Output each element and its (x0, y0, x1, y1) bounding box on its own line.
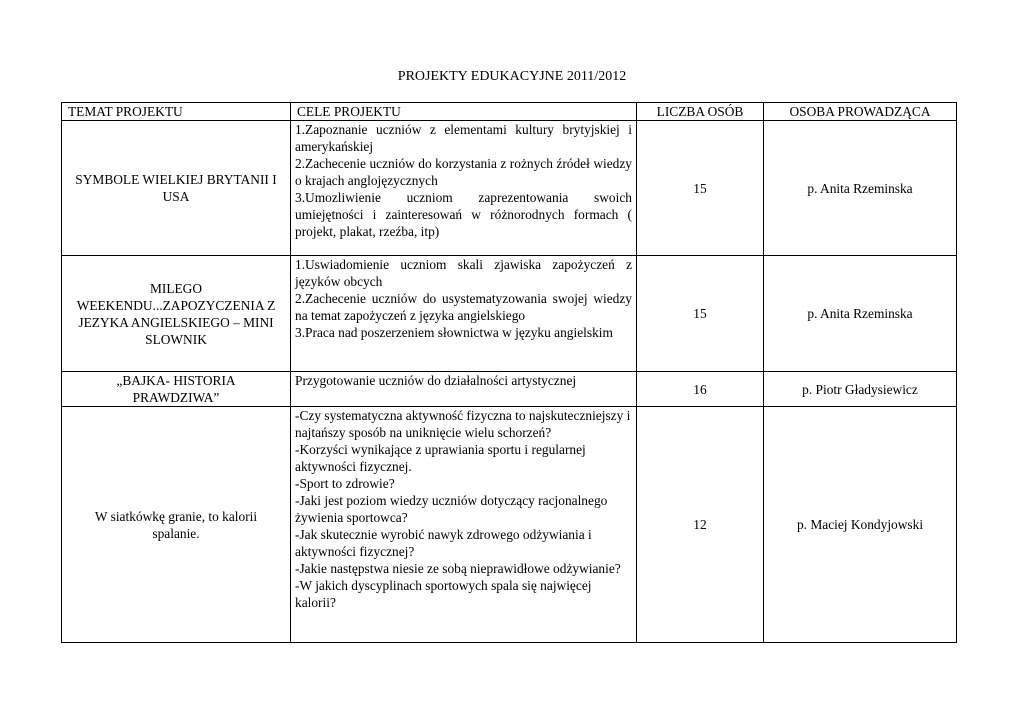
table-row (62, 121, 957, 256)
project-goals (291, 372, 637, 407)
project-goals (291, 121, 637, 256)
project-topic: MILEGO WEEKENDU...ZAPOZYCZENIA Z JEZYKA ANGIELSKIEGO – MINI SLOWNIK (62, 256, 291, 372)
goal-item: -Jakie następstwa niesie ze sobą nieprawidłowe odżywianie? (295, 561, 621, 576)
table-row (62, 256, 957, 372)
column-header-goals: CELE PROJEKTU (291, 103, 637, 121)
project-topic: W siatkówkę granie, to kalorii spalanie. (62, 407, 291, 643)
project-leader: p. Maciej Kondyjowski (764, 407, 957, 643)
participant-count: 12 (637, 407, 764, 643)
project-leader: p. Piotr Gładysiewicz (764, 372, 957, 407)
goal-item: 2.Zachecenie uczniów do korzystania z rożnych źródeł wiedzy o krajach anglojęzycznych (295, 156, 632, 188)
goal-item: Przygotowanie uczniów do działalności artystycznej (295, 373, 577, 388)
project-leader: p. Anita Rzeminska (764, 256, 957, 372)
table-row (62, 407, 957, 643)
column-header-topic: TEMAT PROJEKTU (62, 103, 291, 121)
goal-item: -Korzyści wynikające z uprawiania sportu i regularnej aktywności fizycznej. (295, 442, 586, 474)
goal-item: 1.Zapoznanie uczniów z elementami kultury brytyjskiej i amerykańskiej (295, 122, 632, 154)
participant-count: 15 (637, 256, 764, 372)
project-leader: p. Anita Rzeminska (764, 121, 957, 256)
participant-count: 16 (637, 372, 764, 407)
project-topic: „BAJKA- HISTORIA PRAWDZIWA” (62, 372, 291, 407)
goal-item: -Jaki jest poziom wiedzy uczniów dotyczący racjonalnego żywienia sportowca? (295, 493, 608, 525)
table-header-row (62, 103, 957, 121)
goal-item: 1.Uswiadomienie uczniom skali zjawiska zapożyczeń z języków obcych (295, 257, 632, 289)
goal-item: -Czy systematyczna aktywność fizyczna to najskuteczniejszy i najtańszy sposób na uniknięcie wielu schorzeń? (295, 408, 631, 440)
column-header-count: LICZBA OSÓB (637, 103, 764, 121)
project-goals (291, 407, 637, 643)
goal-item: 2.Zachecenie uczniów do usystematyzowania swojej wiedzy na temat zapożyczeń z języka angielskiego (295, 291, 632, 323)
goal-item: 3.Praca nad poszerzeniem słownictwa w języku angielskim (295, 325, 613, 340)
goal-item: 3.Umozliwienie uczniom zaprezentowania swoich umiejętności i zainteresowań w różnorodnych formach ( projekt, plakat, rzeźba, itp) (295, 190, 632, 239)
goal-item: -Jak skutecznie wyrobić nawyk zdrowego odżywiania i aktywności fizycznej? (295, 527, 592, 559)
project-topic: SYMBOLE WIELKIEJ BRYTANII I USA (62, 121, 291, 256)
table-row (62, 372, 957, 407)
goal-item: -Sport to zdrowie? (295, 476, 395, 491)
project-goals (291, 256, 637, 372)
goal-item: -W jakich dyscyplinach sportowych spala się najwięcej kalorii? (295, 578, 592, 610)
column-header-leader: OSOBA PROWADZĄCA (764, 103, 957, 121)
document-title: PROJEKTY EDUKACYJNE 2011/2012 (397, 69, 627, 84)
participant-count: 15 (637, 121, 764, 256)
projects-table (61, 102, 957, 643)
